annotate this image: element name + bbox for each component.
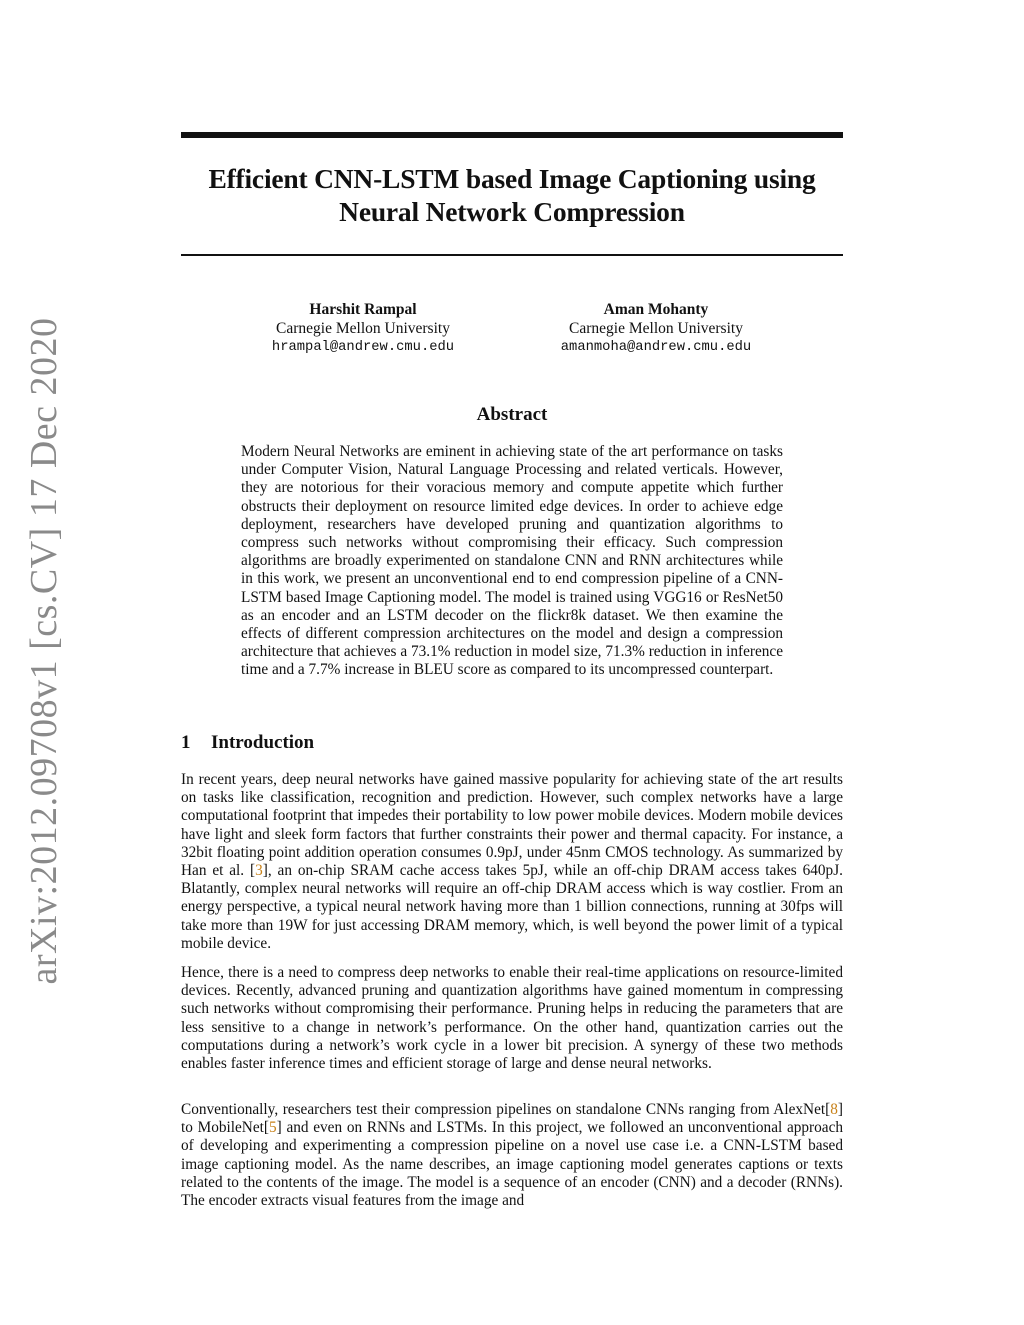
author-email: hrampal@andrew.cmu.edu	[271, 340, 455, 355]
abstract-heading: Abstract	[476, 404, 548, 425]
section-title: Introduction	[211, 732, 315, 753]
citation-link-8[interactable]: 8	[830, 1101, 838, 1118]
title-top-rule	[181, 132, 843, 138]
author-name: Harshit Rampal	[309, 301, 417, 318]
citation-link-3[interactable]: 3	[255, 862, 263, 880]
abstract-text: Modern Neural Networks are eminent in achieving state of the art performance on tasks under Computer Vision, Natural Language Processing and related verticals. However, they are notorious for their voracious memory and compute appetite which further obstructs their deployment on resource limited edge devices. In order to achieve edge deployment, researchers have developed pruning and quantization algorithms to compress such networks without compromising their efficacy. Such compression algorithms are broadly experimented on standalone CNN and RNN architectures while in this work, we present an unconventional end to end compression pipeline of a CNN-LSTM based Image Captioning model. The model is trained using VGG16 or ResNet50 as an encoder and an LSTM decoder on the flickr8k dataset. We then examine the effects of different compression architectures on the model and design a compression architecture that achieves a 73.1% reduction in model size, 71.3% reduction in inference time and a 7.7% increase in BLEU score as compared to its uncompressed counterpart.	[241, 443, 783, 679]
paragraph-text: Conventionally, researchers test their compression pipelines on standalone CNNs ranging from AlexNet[	[181, 1101, 831, 1118]
paragraph-text: ] and even on RNNs and LSTMs. In this project, we followed an unconventional approach of developing and experimenting a compression pipeline on a novel use case i.e. a CNN-LSTM based image captioning model. As the name describes, an image captioning model generates captions or texts related to the contents of the image. The model is a sequence of an encoder (CNN) and a decoder (RNNs). The encoder extracts visual features from the image and	[181, 1119, 844, 1210]
paragraph-text: ] to MobileNet[	[181, 1101, 843, 1137]
intro-paragraph-2: Hence, there is a need to compress deep networks to enable their real-time applications on resource-limited devices. Recently, advanced pruning and quantization algorithms have gained momentum in compressing such networks without compromising their performance. Pruning helps in reducing the parameters that are less sensitive to a change in network’s performance. On the other hand, quantization carries out the computations during a network’s work cycle in a lower bit precision. A synergy of these two methods enables faster inference times and efficient storage of large and dense neural networks.	[181, 964, 843, 1073]
section-number: 1	[181, 732, 191, 753]
section-heading-introduction	[181, 731, 314, 755]
intro-paragraph-3	[181, 1101, 843, 1210]
paper-title: Efficient CNN-LSTM based Image Captioning using Neural Network Compression	[208, 163, 816, 227]
paragraph-text: ], an on-chip SRAM cache access takes 5pJ, while an off-chip DRAM access takes 640pJ. Blatantly, complex neural networks will require an off-chip DRAM access which is way costlier. From an energy perspective, a typical neural network having more than 1 billion connections, running at 30fps will take more than 19W for just accessing DRAM memory, which, is well beyond the power limit of a typical mobile device.	[181, 862, 843, 952]
author-block-1	[213, 300, 513, 357]
paragraph-text: In recent years, deep neural networks have gained massive popularity for achieving state of the art results on tasks like classification, recognition and prediction. However, such complex networks have a large computational footprint that impedes their portability to low power mobile devices. Modern mobile devices have light and sleek form factors that further constraints their power and thermal capacity. For instance, a 32bit floating point addition operation consumes 0.9pJ, under 45nm CMOS technology. As summarized by Han et al. [	[181, 771, 843, 880]
author-email: amanmoha@andrew.cmu.edu	[560, 340, 752, 355]
title-bottom-rule	[181, 254, 843, 256]
arxiv-side-stamp: arXiv:2012.09708v1 [cs.CV] 17 Dec 2020	[23, 317, 65, 985]
author-affiliation: Carnegie Mellon University	[569, 320, 743, 337]
author-name: Aman Mohanty	[603, 301, 709, 318]
intro-paragraph-1	[181, 771, 843, 953]
citation-link-5[interactable]: 5	[268, 1119, 277, 1137]
author-block-2	[506, 300, 806, 357]
author-affiliation: Carnegie Mellon University	[276, 320, 450, 337]
